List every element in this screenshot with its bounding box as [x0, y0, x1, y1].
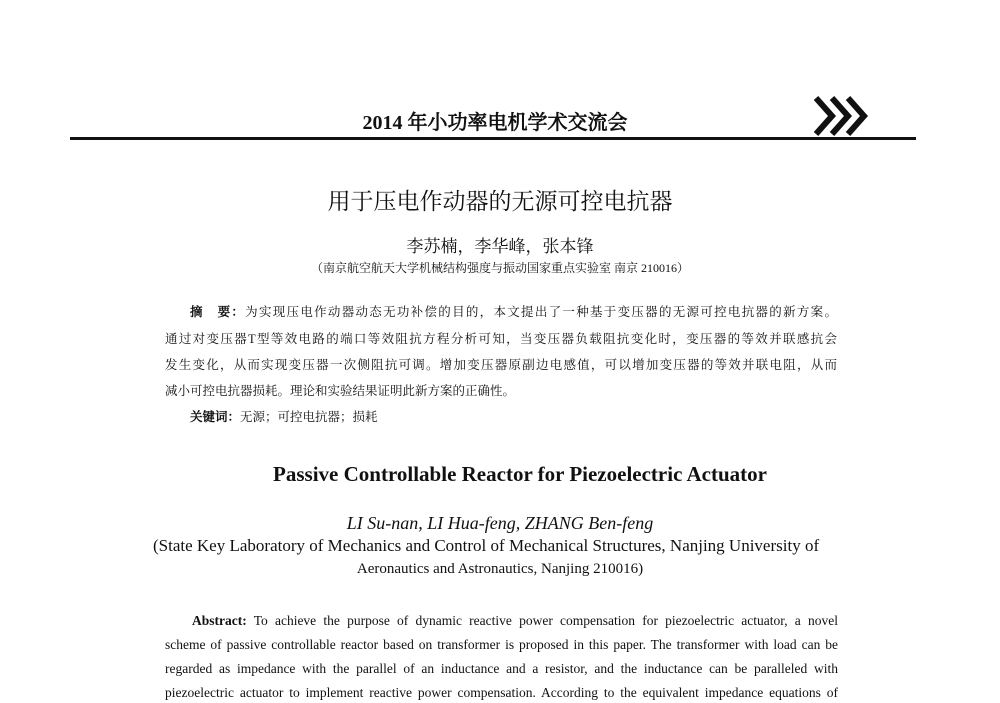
en-abstract-line: Abstract: To achieve the purpose of dynamic reactive power compensation for piezoelectric actuator, a novel — [192, 613, 838, 628]
cn-keywords: 关键词：无源；可控电抗器；损耗 — [190, 410, 378, 424]
triple-chevron-icon — [812, 92, 872, 138]
cn-abstract-line: 发生变化，从而实现变压器一次侧阻抗可调。增加变压器原副边电感值，可以增加变压器的等效并联电阻，从而 — [165, 358, 837, 372]
en-affiliation: Aeronautics and Astronautics, Nanjing 210016) — [356, 561, 644, 577]
header-rule — [70, 137, 916, 140]
cn-abstract-label: 摘 要： — [190, 305, 246, 319]
cn-affiliation: （南京航空航天大学机械结构强度与振动国家重点实验室 南京 210016） — [310, 261, 689, 275]
cn-title: 用于压电作动器的无源可控电抗器 — [327, 189, 673, 215]
conference-header: 2014 年小功率电机学术交流会 — [362, 112, 628, 134]
cn-abstract-line: 减小可控电抗器损耗。理论和实验结果证明此新方案的正确性。 — [165, 384, 516, 398]
cn-keywords-label: 关键词： — [190, 410, 241, 424]
cn-authors: 李苏楠，李华峰，张本锋 — [406, 237, 594, 256]
en-affiliation: (State Key Laboratory of Mechanics and Control of Mechanical Structures, Nanjing University of — [153, 536, 820, 555]
cn-abstract-line: 通过对变压器T型等效电路的端口等效阻抗方程分析可知，当变压器负载阻抗变化时，变压器的等效并联感抗会 — [165, 332, 837, 346]
en-abstract-line: scheme of passive controllable reactor based on transformer is proposed in this paper. The transformer with load can be — [165, 637, 838, 652]
en-abstract-line: regarded as impedance with the parallel of an inductance and a resistor, and the inductance can be paralleled with — [165, 661, 838, 676]
en-abstract-label: Abstract: — [192, 613, 247, 628]
cn-abstract-line: 摘 要：为实现压电作动器动态无功补偿的目的，本文提出了一种基于变压器的无源可控电抗器的新方案。 — [190, 305, 837, 319]
en-title: Passive Controllable Reactor for Piezoelectric Actuator — [273, 462, 767, 486]
en-abstract-line: piezoelectric actuator to implement reactive power compensation. According to the equivalent impedance equations of — [165, 685, 838, 700]
en-authors: LI Su-nan, LI Hua-feng, ZHANG Ben-feng — [346, 513, 654, 533]
